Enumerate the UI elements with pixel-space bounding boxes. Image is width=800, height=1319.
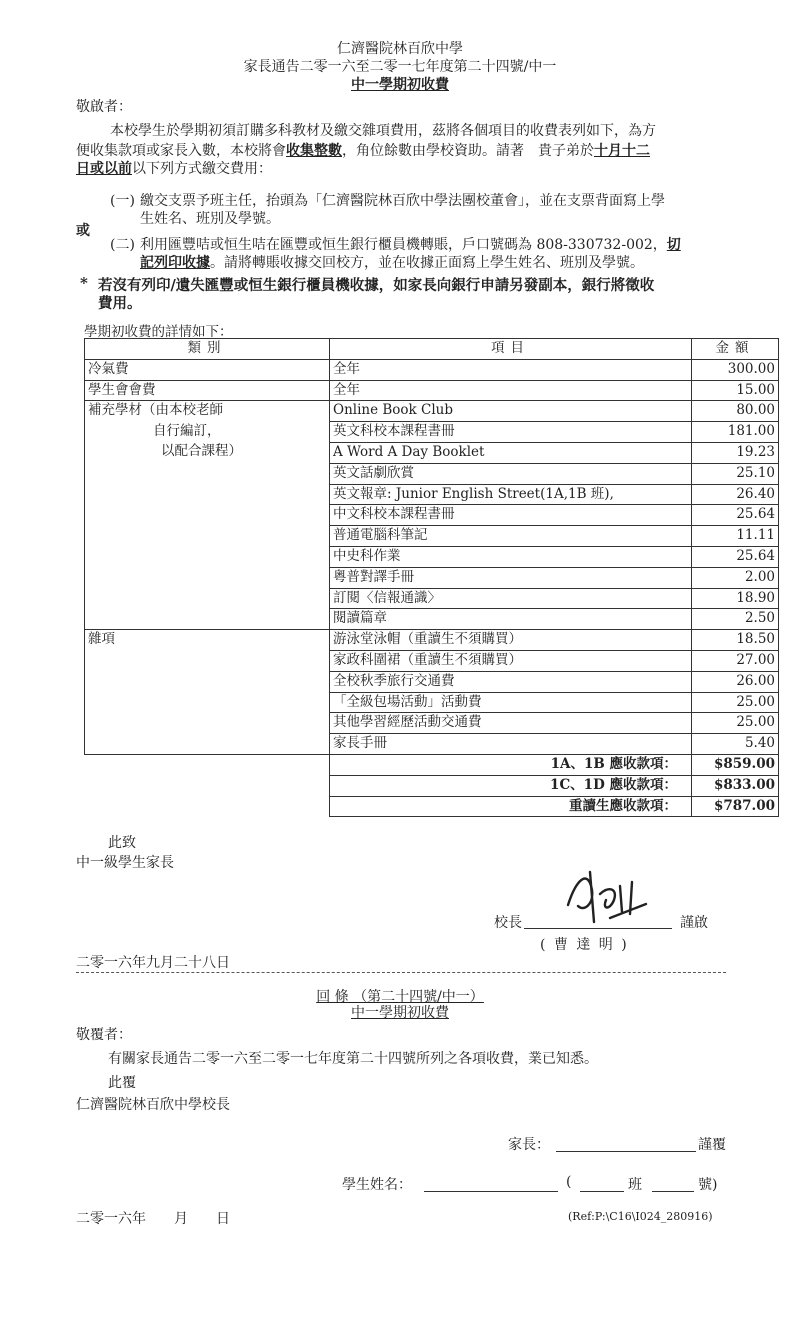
- row-category: [85, 588, 330, 609]
- class-label: 班: [628, 1177, 642, 1193]
- table-row: [85, 713, 779, 734]
- row-item: 中史科作業: [330, 546, 692, 567]
- method-2-text: 。請將轉賬收據交回校方，並在收據正面寫上學生姓名、班別及學號。: [210, 255, 644, 271]
- row-amount: 27.00: [692, 650, 779, 671]
- row-item: 普通電腦科筆記: [330, 526, 692, 547]
- fee-table: [84, 338, 779, 817]
- or-label: 或: [76, 223, 90, 239]
- row-item: 英文報章: Junior English Street(1A,1B 班),: [330, 484, 692, 505]
- closing-recipient: 中一級學生家長: [76, 855, 174, 871]
- row-item: 全年: [330, 359, 692, 380]
- table-row: [85, 588, 779, 609]
- total-label: 重讀生應收款項：: [330, 796, 692, 817]
- closing-line1: 此致: [108, 835, 136, 851]
- row-amount: 26.00: [692, 671, 779, 692]
- notice-subject: 中一學期初收費: [351, 77, 449, 93]
- method-2-text: 利用匯豐咭或恒生咭在匯豐或恒生銀行櫃員機轉賬，戶口號碼為 808-330732-002，: [140, 237, 667, 253]
- row-category: [85, 734, 330, 755]
- method-1-label: (一): [110, 193, 135, 209]
- table-row: [85, 671, 779, 692]
- note-line2: 費用。: [98, 295, 142, 312]
- table-row: [85, 442, 779, 463]
- table-row: [85, 484, 779, 505]
- reply-title: 回 條 （第二十四號/中一）: [316, 989, 484, 1005]
- total-row: [85, 775, 779, 796]
- method-2-line1: [140, 234, 681, 254]
- row-amount: 15.00: [692, 380, 779, 401]
- row-item: 其他學習經歷活動交通費: [330, 713, 692, 734]
- row-item: 訂閱〈信報通識〉: [330, 588, 692, 609]
- table-row: [85, 609, 779, 630]
- method-2-emphasis: 記列印收據: [140, 255, 210, 271]
- reply-body: 有關家長通告二零一六至二零一七年度第二十四號所列之各項收費，業已知悉。: [108, 1051, 598, 1067]
- reference-code: (Ref:P:\C16\I024_280916): [568, 1210, 713, 1223]
- row-amount: 25.00: [692, 692, 779, 713]
- total-label: 1A、1B 應收款項：: [330, 754, 692, 775]
- total-amount: $833.00: [692, 775, 779, 796]
- respect-closing: 謹啟: [680, 915, 708, 931]
- row-item: 英文話劇欣賞: [330, 463, 692, 484]
- total-spacer: [85, 754, 330, 775]
- table-header-row: [85, 339, 779, 360]
- table-row: [85, 734, 779, 755]
- row-category: [85, 526, 330, 547]
- table-row: [85, 463, 779, 484]
- note-line1: 若沒有列印/遺失匯豐或恒生銀行櫃員機收據，如家長向銀行申請另發副本，銀行將徵收: [98, 277, 655, 294]
- row-item: Online Book Club: [330, 401, 692, 422]
- row-amount: 25.00: [692, 713, 779, 734]
- principal-signature: [548, 860, 658, 930]
- table-row: [85, 359, 779, 380]
- number-label: 號): [698, 1177, 718, 1193]
- row-category: 冷氣費: [85, 359, 330, 380]
- signature-line: [524, 928, 672, 929]
- notice-date: 二零一六年九月二十八日: [76, 955, 230, 971]
- intro-deadline-end: 日或以前: [76, 161, 132, 177]
- row-category: [85, 609, 330, 630]
- row-amount: 25.10: [692, 463, 779, 484]
- row-amount: 26.40: [692, 484, 779, 505]
- reply-ciful: 此覆: [108, 1075, 136, 1091]
- row-amount: 19.23: [692, 442, 779, 463]
- method-2-emphasis: 切: [666, 237, 681, 253]
- row-item: 全校秋季旅行交通費: [330, 671, 692, 692]
- row-item: 英文科校本課程書冊: [330, 422, 692, 443]
- row-category: [85, 505, 330, 526]
- row-item: 粵普對譯手冊: [330, 567, 692, 588]
- row-item: 全年: [330, 380, 692, 401]
- row-amount: 181.00: [692, 422, 779, 443]
- table-row: [85, 422, 779, 443]
- method-2-line2: [140, 252, 644, 272]
- class-open-paren: (: [566, 1174, 572, 1190]
- row-amount: 5.40: [692, 734, 779, 755]
- row-category: [85, 650, 330, 671]
- notice-number: 家長通告二零一六至二零一七年度第二十四號/中一: [243, 59, 557, 75]
- intro-line1: 本校學生於學期初須訂購多科教材及繳交雜項費用，茲將各個項目的收費表列如下，為方: [110, 123, 656, 139]
- intro-line2: [76, 140, 650, 160]
- total-label: 1C、1D 應收款項：: [330, 775, 692, 796]
- student-name-label: 學生姓名：: [342, 1177, 412, 1193]
- row-category: [85, 546, 330, 567]
- row-category: 以配合課程）: [85, 442, 330, 463]
- table-row: [85, 650, 779, 671]
- row-category: [85, 484, 330, 505]
- intro-line3: [76, 158, 272, 178]
- principal-name: ( 曹 達 明 ): [540, 937, 629, 953]
- reply-subtitle: 中一學期初收費: [351, 1005, 449, 1021]
- reply-date: 二零一六年 月 日: [76, 1211, 230, 1227]
- method-1-line2: 生姓名、班別及學號。: [140, 211, 280, 227]
- row-item: 閱讀篇章: [330, 609, 692, 630]
- row-category: [85, 692, 330, 713]
- intro-emphasis-whole-amount: 收集整數: [286, 143, 342, 159]
- table-row: [85, 630, 779, 651]
- row-item: 「全級包場活動」活動費: [330, 692, 692, 713]
- method-2-label: (二): [110, 237, 135, 253]
- class-field[interactable]: [580, 1191, 624, 1192]
- row-item: 中文科校本課程書冊: [330, 505, 692, 526]
- row-category: 雜項: [85, 630, 330, 651]
- row-item: 游泳堂泳帽（重讀生不須購買）: [330, 630, 692, 651]
- row-category: [85, 713, 330, 734]
- row-category: [85, 567, 330, 588]
- parent-label: 家長：: [508, 1137, 550, 1153]
- header-item: 項目: [330, 339, 692, 360]
- note-star: *: [80, 274, 88, 292]
- intro-text: ，角位餘數由學校資助。請著 貴子弟於: [342, 143, 594, 159]
- row-item: A Word A Day Booklet: [330, 442, 692, 463]
- total-amount: $787.00: [692, 796, 779, 817]
- row-amount: 11.11: [692, 526, 779, 547]
- total-row: [85, 796, 779, 817]
- school-name: 仁濟醫院林百欣中學: [337, 41, 463, 57]
- table-caption: 學期初收費的詳情如下：: [84, 324, 233, 340]
- row-amount: 2.50: [692, 609, 779, 630]
- parent-signature-field[interactable]: [556, 1151, 696, 1152]
- method-1-line1: 繳交支票予班主任，抬頭為「仁濟醫院林百欣中學法團校董會」，並在支票背面寫上學: [140, 193, 665, 209]
- row-item: 家政科圍裙（重讀生不須購買）: [330, 650, 692, 671]
- intro-deadline: 十月十二: [594, 143, 650, 159]
- header-category: 類別: [85, 339, 330, 360]
- row-amount: 80.00: [692, 401, 779, 422]
- total-amount: $859.00: [692, 754, 779, 775]
- intro-text: 以下列方式繳交費用：: [132, 161, 272, 177]
- header-amount: 金額: [692, 339, 779, 360]
- total-row: [85, 754, 779, 775]
- total-spacer: [85, 775, 330, 796]
- row-amount: 25.64: [692, 505, 779, 526]
- row-amount: 2.00: [692, 567, 779, 588]
- table-row: [85, 567, 779, 588]
- parent-closing: 謹覆: [698, 1137, 726, 1153]
- student-name-field[interactable]: [424, 1191, 558, 1192]
- row-category: 自行編訂，: [85, 422, 330, 443]
- total-spacer: [85, 796, 330, 817]
- reply-to: 仁濟醫院林百欣中學校長: [76, 1097, 230, 1113]
- row-item: 家長手冊: [330, 734, 692, 755]
- table-row: [85, 526, 779, 547]
- cut-line: [76, 972, 726, 973]
- table-row: [85, 692, 779, 713]
- row-amount: 18.90: [692, 588, 779, 609]
- row-amount: 18.50: [692, 630, 779, 651]
- row-category: [85, 671, 330, 692]
- table-row: [85, 380, 779, 401]
- intro-text: 便收集款項或家長入數，本校將會: [76, 143, 286, 159]
- row-category: [85, 463, 330, 484]
- number-field[interactable]: [652, 1191, 694, 1192]
- row-amount: 300.00: [692, 359, 779, 380]
- row-category: 學生會會費: [85, 380, 330, 401]
- salutation: 敬啟者：: [76, 99, 132, 115]
- principal-label: 校長: [494, 915, 522, 931]
- table-row: [85, 546, 779, 567]
- reply-salutation: 敬覆者：: [76, 1027, 132, 1043]
- row-category: 補充學材（由本校老師: [85, 401, 330, 422]
- table-row: [85, 505, 779, 526]
- table-row: [85, 401, 779, 422]
- row-amount: 25.64: [692, 546, 779, 567]
